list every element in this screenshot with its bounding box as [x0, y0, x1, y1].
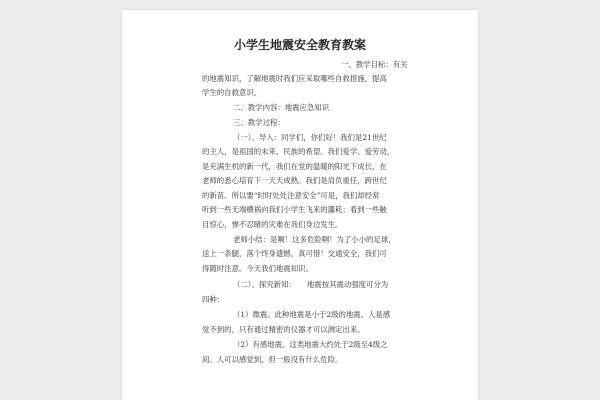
paragraph-line: （一）、导入：同学们，你们好！我们是21世纪: [233, 133, 387, 142]
paragraph-line: （2）有感地震。这类地震大约处于2级至4级之: [233, 340, 388, 349]
paragraph-line: 的地震知识，了解地震时我们应采取哪些自救措施，提高: [202, 74, 387, 83]
paragraph-line: 一、教学目标：有关: [341, 60, 408, 69]
paragraph-line: 目惊心，惨不忍睹的灾难在我们身边发生。: [202, 220, 343, 229]
paragraph-line: 间。人可以感觉到，但一般没有什么危险。: [202, 355, 343, 364]
paragraph-line: （二）、探究新知： 地震按其震动强度可分为: [233, 280, 389, 289]
paragraph-line: 老师小结：是啊！这多危险啊！为了小小的足球，: [233, 235, 396, 244]
paragraph-line: （1）微震。此种地震是小于2级的地震。人是感: [233, 310, 391, 319]
paragraph-line: 三、教学过程：: [233, 118, 285, 127]
paragraph-line: 觉不到的，只有通过精密的仪器才可以测定出来。: [202, 325, 365, 334]
paragraph-line: 学生的自救意识。: [202, 88, 262, 97]
paragraph-line: 四种：: [202, 295, 225, 304]
document-title: 小学生地震安全教育教案: [233, 38, 366, 52]
document-page: [122, 10, 478, 400]
paragraph-line: 二、教学内容：地震应急知识: [233, 103, 330, 112]
paragraph-line: 是充满生机的新一代，我们在党的温暖的阳光下成长，在: [202, 162, 387, 171]
paragraph-line: 的主人，是祖国的未来、民族的希望。我们爱学、爱劳动，: [202, 147, 395, 156]
paragraph-line: 送上一条腿，落个终身遗憾，真可惜！交通安全，我们可: [202, 249, 387, 258]
paragraph-line: 得随时注意。今天我们地震知识。: [202, 264, 313, 273]
paragraph-line: 老师的悉心培育下一天天成熟。我们是肩负重任，跨世纪: [202, 176, 387, 185]
paragraph-line: 的新苗。所以要“时时处处注意安全”可是，我们却经常: [202, 191, 380, 200]
paragraph-line: 听到一些无端横祸向我们小学生飞来的噩耗；看到一些触: [202, 205, 387, 214]
